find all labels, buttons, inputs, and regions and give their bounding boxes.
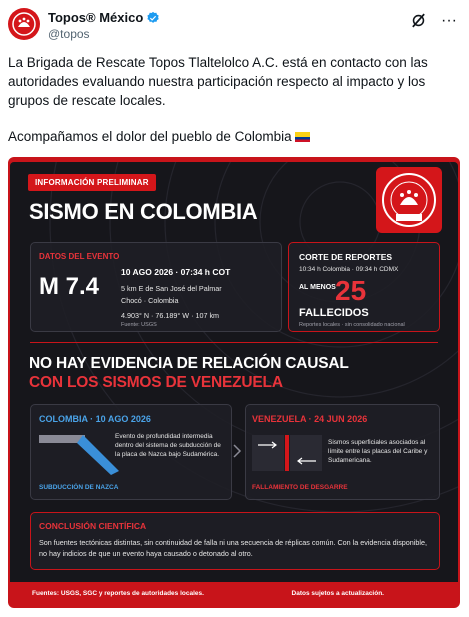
magnitude: M 7.4: [39, 273, 100, 300]
footer-sources: Fuentes: USGS, SGC y reportes de autoridades locales.: [32, 590, 204, 597]
event-coords: 4.903° N · 76.189° W · 107 km: [121, 311, 220, 320]
event-datetime: 10 AGO 2026 · 07:34 h COT: [121, 267, 231, 277]
tweet-body: [8, 53, 460, 146]
venezuela-box: [245, 404, 440, 500]
reports-box: [288, 242, 440, 332]
event-location-2: Chocó · Colombia: [121, 296, 179, 305]
event-source: Fuente: USGS: [121, 322, 157, 328]
colombia-caption: SUBDUCCIÓN DE NAZCA: [39, 484, 119, 491]
venezuela-caption: FALLAMIENTO DE DESGARRE: [252, 484, 348, 491]
chevron-right-icon: [232, 443, 242, 459]
grok-icon[interactable]: [410, 12, 427, 29]
card-title: SISMO EN COLOMBIA: [29, 199, 258, 224]
event-location-1: 5 km E de San José del Palmar: [121, 284, 222, 293]
fallecidos-label: FALLECIDOS: [299, 307, 369, 319]
avatar[interactable]: [8, 8, 40, 40]
tweet-header: [8, 6, 461, 42]
subduction-diagram-icon: [39, 431, 119, 475]
headline-venezuela: CON LOS SISMOS DE VENEZUELA: [29, 374, 283, 391]
avatar-logo-icon: [10, 10, 38, 38]
colombia-flag-icon: [295, 132, 310, 142]
venezuela-text: Sismos superficiales asociados al límite entre las placas del Caribe y Sudamericana.: [328, 439, 428, 464]
account-handle[interactable]: @topos: [48, 27, 90, 41]
brigade-logo-icon: [376, 167, 442, 233]
colombia-text: Evento de profundidad intermedia dentro del sistema de subducción de la placa de Nazca bajo Sudamérica.: [115, 433, 221, 458]
venezuela-label: VENEZUELA · 24 JUN 2026: [252, 414, 368, 424]
reports-label: CORTE DE REPORTES: [299, 252, 393, 262]
tweet-paragraph-1: La Brigada de Rescate Topos Tlaltelolco A.C. está en contacto con las autoridades evaluando nuestra participación respecto al impacto y los grupos de rescate locales.: [8, 55, 428, 108]
event-label: DATOS DEL EVENTO: [39, 252, 120, 261]
reports-times: 10:34 h Colombia · 09:34 h CDMX: [299, 266, 399, 273]
tweet-paragraph-2: Acompañamos el dolor del pueblo de Colombia: [8, 127, 460, 146]
headline-no-evidence: NO HAY EVIDENCIA DE RELACIÓN CAUSAL: [29, 355, 349, 372]
preliminary-badge: INFORMACIÓN PRELIMINAR: [28, 172, 156, 190]
reports-note: Reportes locales · sin consolidado nacional: [299, 322, 405, 328]
fatality-count: 25: [335, 275, 367, 306]
header-actions: [410, 12, 457, 29]
card-footer: [8, 582, 460, 608]
conclusion-text: Son fuentes tectónicas distintas, sin continuidad de falla ni una secuencia de réplicas común. Con la evidencia disponible, no hay indicios de que un evento haya causado o detonado al otro.: [39, 538, 427, 558]
colombia-box: [30, 404, 232, 500]
al-menos-label: AL MENOS: [299, 284, 336, 291]
conclusion-label: CONCLUSIÓN CIENTÍFICA: [39, 521, 147, 531]
account-name[interactable]: Topos® México: [48, 10, 160, 25]
event-data-box: [30, 242, 282, 332]
colombia-label: COLOMBIA · 10 AGO 2026: [39, 414, 151, 424]
verified-badge-icon: [146, 11, 160, 25]
strike-slip-diagram-icon: [252, 435, 322, 475]
conclusion-box: [30, 512, 440, 570]
more-options-icon[interactable]: ···: [441, 11, 457, 29]
footer-disclaimer: Datos sujetos a actualización.: [291, 590, 384, 597]
section-divider: [30, 342, 438, 343]
